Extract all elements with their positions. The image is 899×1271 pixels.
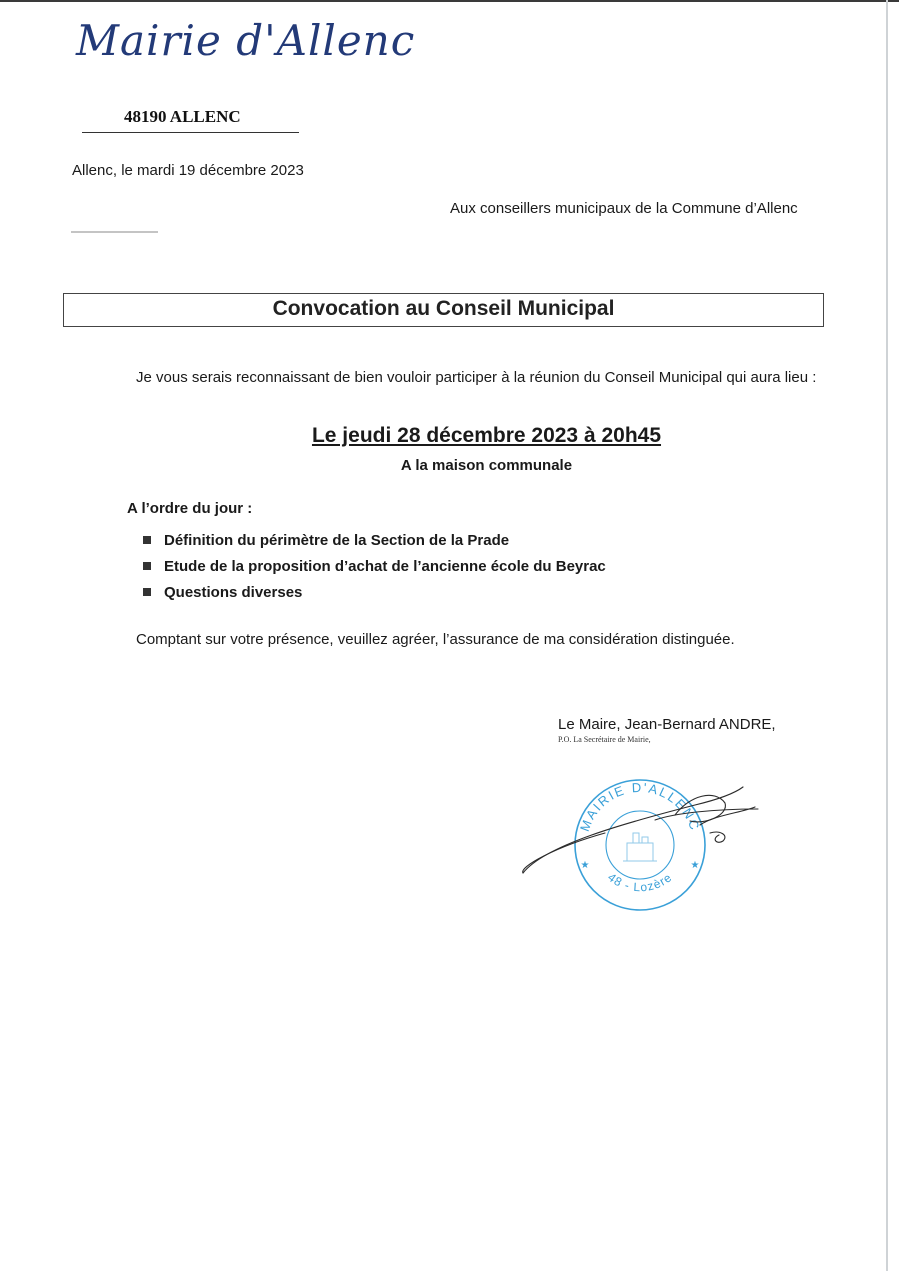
header-divider <box>82 132 299 133</box>
svg-text:★: ★ <box>580 860 590 871</box>
handwritten-signature-icon <box>523 787 758 873</box>
agenda-item-text: Etude de la proposition d’achat de l’ancienne école du Beyrac <box>164 557 606 575</box>
stamp-seal-icon <box>575 780 705 910</box>
agenda-item-text: Définition du périmètre de la Section de la Prade <box>164 531 510 549</box>
signer-subtitle: P.O. La Secrétaire de Mairie, <box>558 735 651 744</box>
svg-text:★: ★ <box>690 860 700 871</box>
title-box <box>63 293 824 327</box>
official-stamp-and-signature <box>515 775 765 925</box>
signer-name: Le Maire, Jean-Bernard ANDRE, <box>558 716 776 733</box>
stamp-top-text: MAIRIE D'ALLENC <box>576 779 704 834</box>
page-right-border <box>886 0 888 1271</box>
agenda-item <box>143 553 606 579</box>
closing-paragraph: Comptant sur votre présence, veuillez agréer, l’assurance de ma considération distinguée. <box>136 631 735 648</box>
meeting-place: A la maison communale <box>400 457 573 474</box>
postal-line: 48190 ALLENC <box>124 107 241 126</box>
letter-title: Convocation au Conseil Municipal <box>272 297 615 320</box>
mairie-logo: Mairie d'Allenc <box>76 16 416 65</box>
faint-scan-mark <box>71 231 158 233</box>
stamp-bottom-text: 48 - Lozère <box>605 870 675 895</box>
intro-paragraph: Je vous serais reconnaissant de bien vouloir participer à la réunion du Conseil Municipal qui aura lieu : <box>136 369 817 386</box>
svg-text:48 - Lozère <box>605 870 675 894</box>
meeting-date: Le jeudi 28 décembre 2023 à 20h45 <box>311 424 662 447</box>
square-bullet-icon <box>143 562 151 570</box>
agenda-title: A l’ordre du jour : <box>127 500 253 517</box>
page-top-border <box>0 0 899 2</box>
recipient-line: Aux conseillers municipaux de la Commune d’Allenc <box>450 200 798 217</box>
svg-text:MAIRIE D'ALLENC <box>577 780 703 834</box>
agenda-item-text: Questions diverses <box>164 583 303 601</box>
agenda-item <box>143 579 606 605</box>
square-bullet-icon <box>143 536 151 544</box>
letter-date: Allenc, le mardi 19 décembre 2023 <box>72 162 304 179</box>
agenda-item <box>143 527 606 553</box>
square-bullet-icon <box>143 588 151 596</box>
agenda-list <box>143 527 606 605</box>
